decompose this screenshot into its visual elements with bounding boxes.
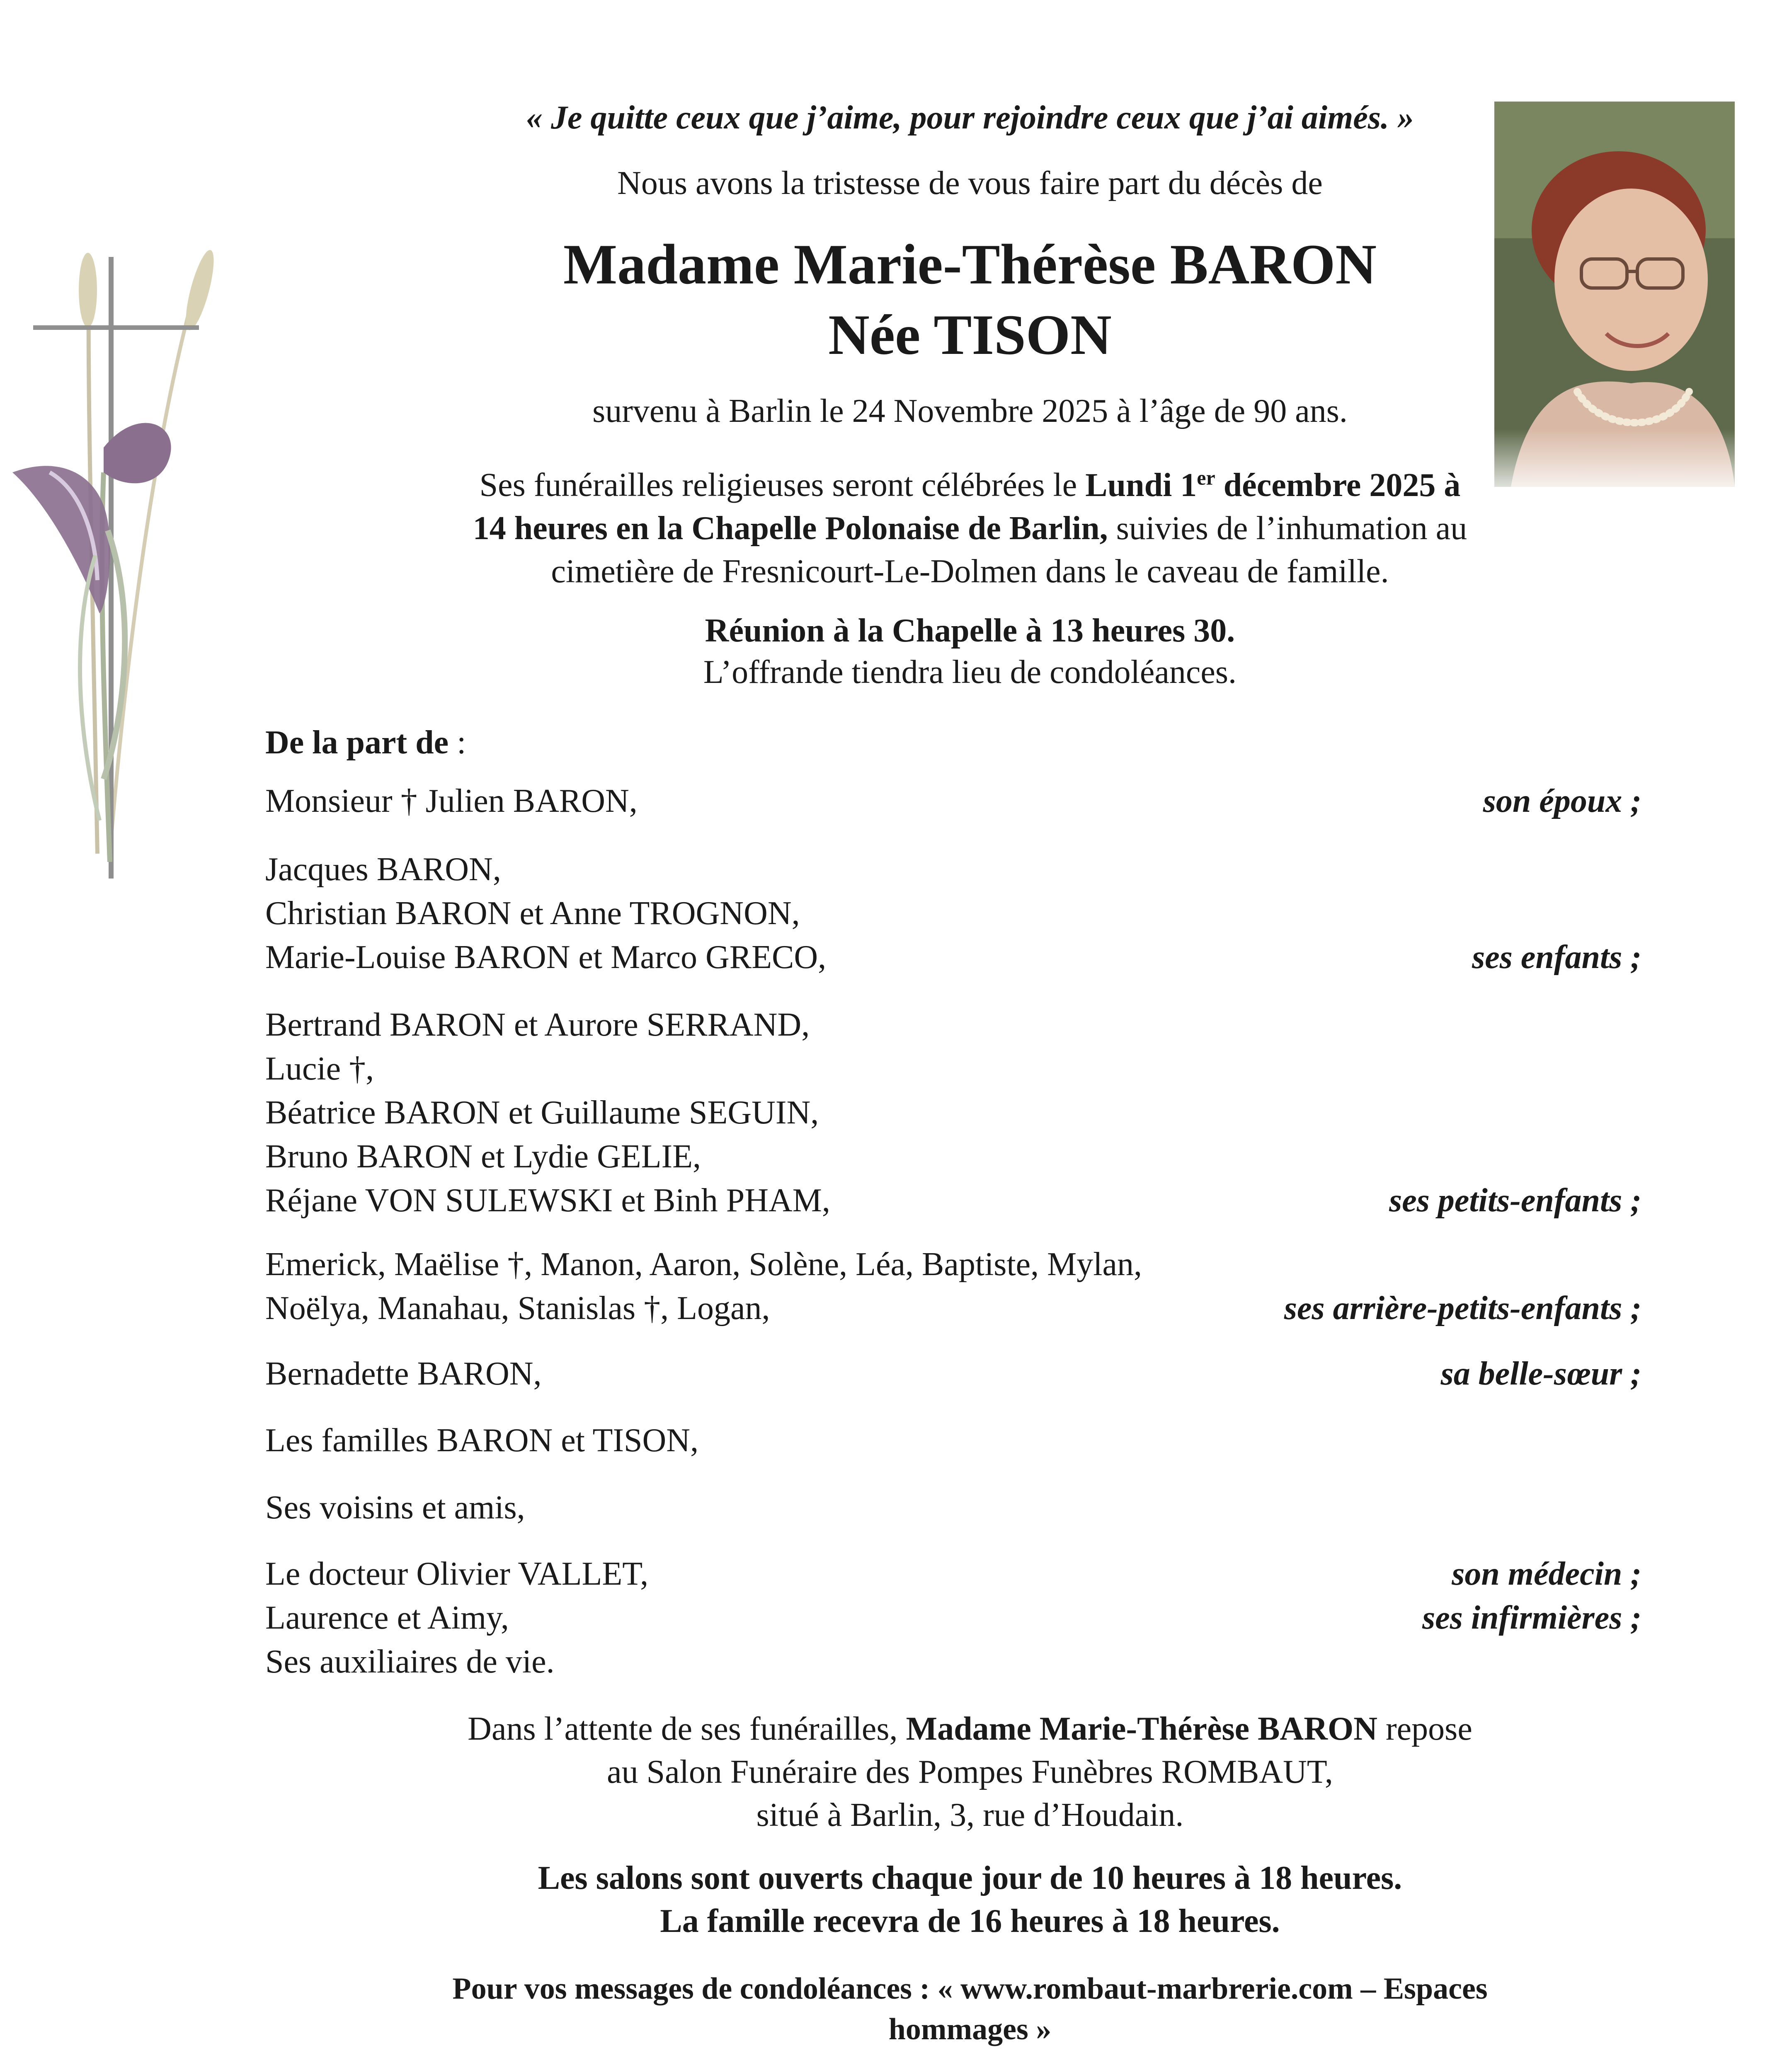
family-group-grandchildren (265, 1003, 1641, 1222)
funeral-line-3: cimetière de Fresnicourt-Le-Dolmen dans le caveau de famille. (551, 553, 1389, 590)
rest-suffix: repose (1377, 1711, 1472, 1747)
death-notice: survenu à Barlin le 24 Novembre 2025 à l’âge de 90 ans. (592, 393, 1348, 429)
cross-lily-decoration (0, 240, 232, 895)
from-label-colon: : (449, 724, 466, 761)
nurses-line: Laurence et Aimy, (265, 1600, 509, 1636)
rest-line-2: au Salon Funéraire des Pompes Funèbres ROMBAUT, (607, 1754, 1333, 1790)
funeral-line-2 (249, 507, 1691, 550)
cross-horizontal (33, 325, 199, 330)
hours-line-1: Les salons sont ouverts chaque jour de 10 heures à 18 heures. (538, 1860, 1402, 1896)
deceased-maiden-name: Née TISON (828, 303, 1112, 366)
aides-line: Ses auxiliaires de vie. (265, 1644, 555, 1680)
family-line: Jacques BARON, (265, 851, 501, 888)
family-line: Monsieur † Julien BARON, (265, 783, 638, 819)
funeral-place: 14 heures en la Chapelle Polonaise de Barlin, (473, 510, 1108, 547)
family-line: Christian BARON et Anne TROGNON, (265, 895, 800, 932)
funeral-day-text: Lundi 1 (1085, 467, 1197, 503)
relation-label: ses arrière-petits-enfants ; (1284, 1290, 1641, 1326)
rest-line-1 (249, 1707, 1691, 1750)
lily-flower-upper (104, 423, 171, 484)
family-line: Béatrice BARON et Guillaume SEGUIN, (265, 1094, 819, 1131)
relation-label: son médecin ; (1452, 1556, 1641, 1592)
relation-label: ses enfants ; (1472, 939, 1641, 975)
funeral-date: décembre 2025 à (1215, 467, 1461, 503)
family-line: Les familles BARON et TISON, (265, 1422, 699, 1459)
family-line: Lucie †, (265, 1051, 374, 1087)
family-line: Bernadette BARON, (265, 1356, 542, 1392)
relation-label: son époux ; (1483, 783, 1641, 819)
family-line: Noëlya, Manahau, Stanislas †, Logan, (265, 1290, 770, 1326)
rest-line-3: situé à Barlin, 3, rue d’Houdain. (756, 1797, 1184, 1833)
hours-line-2: La famille recevra de 16 heures à 18 heures. (660, 1903, 1280, 1939)
rest-info (249, 1707, 1691, 1837)
offering-line: L’offrande tiendra lieu de condoléances. (703, 654, 1237, 690)
care-group (265, 1552, 1641, 1684)
from-label-text: De la part de (265, 724, 449, 761)
visiting-hours (249, 1857, 1691, 1943)
family-line: Ses voisins et amis, (265, 1489, 525, 1526)
doctor-line: Le docteur Olivier VALLET, (265, 1556, 649, 1592)
family-group-neighbours (265, 1486, 1641, 1530)
wheat-ear-right (180, 248, 219, 333)
family-group-great-grandchildren (265, 1242, 1641, 1330)
deceased-name: Madame Marie-Thérèse BARON (563, 232, 1377, 296)
messages-line-1: Pour vos messages de condoléances : « www.rombaut-marbrerie.com – Espaces (452, 1972, 1488, 2006)
family-line: Emerick, Maëlise †, Manon, Aaron, Solène, Léa, Baptiste, Mylan, (265, 1246, 1142, 1283)
messages-line-2: hommages » (888, 2012, 1052, 2046)
funeral-line-1 (249, 456, 1691, 507)
wheat-ear-left (79, 253, 97, 327)
family-group-sister-in-law (265, 1352, 1641, 1396)
family-line: Bertrand BARON et Aurore SERRAND, (265, 1007, 810, 1043)
condolence-messages (249, 1968, 1691, 2050)
wheat-stalk-right (110, 290, 195, 854)
relation-label: ses infirmières ; (1422, 1600, 1641, 1636)
family-line: Bruno BARON et Lydie GELIE, (265, 1138, 701, 1175)
family-line: Réjane VON SULEWSKI et Binh PHAM, (265, 1182, 830, 1219)
funeral-text: Ses funérailles religieuses seront célébrées le (479, 467, 1086, 503)
from-label (265, 721, 466, 764)
funeral-day-sup: er (1197, 466, 1215, 489)
epigraph: « Je quitte ceux que j’aime, pour rejoindre ceux que j’ai aimés. » (526, 99, 1414, 136)
rest-name: Madame Marie-Thérèse BARON (906, 1711, 1378, 1747)
family-group-spouse (265, 779, 1641, 823)
funeral-details (249, 456, 1691, 593)
relation-label: ses petits-enfants ; (1389, 1182, 1641, 1219)
rest-text: Dans l’attente de ses funérailles, (468, 1711, 906, 1747)
family-group-families (265, 1418, 1641, 1462)
funeral-day (1085, 467, 1460, 503)
family-line: Marie-Louise BARON et Marco GRECO, (265, 939, 827, 975)
relation-label: sa belle-sœur ; (1440, 1356, 1641, 1392)
family-group-children (265, 847, 1641, 979)
lily-flower-lower (12, 466, 110, 613)
meeting-line: Réunion à la Chapelle à 13 heures 30. (705, 612, 1235, 649)
funeral-burial-text: suivies de l’inhumation au (1108, 510, 1467, 547)
intro-line: Nous avons la tristesse de vous faire part du décès de (617, 165, 1323, 201)
